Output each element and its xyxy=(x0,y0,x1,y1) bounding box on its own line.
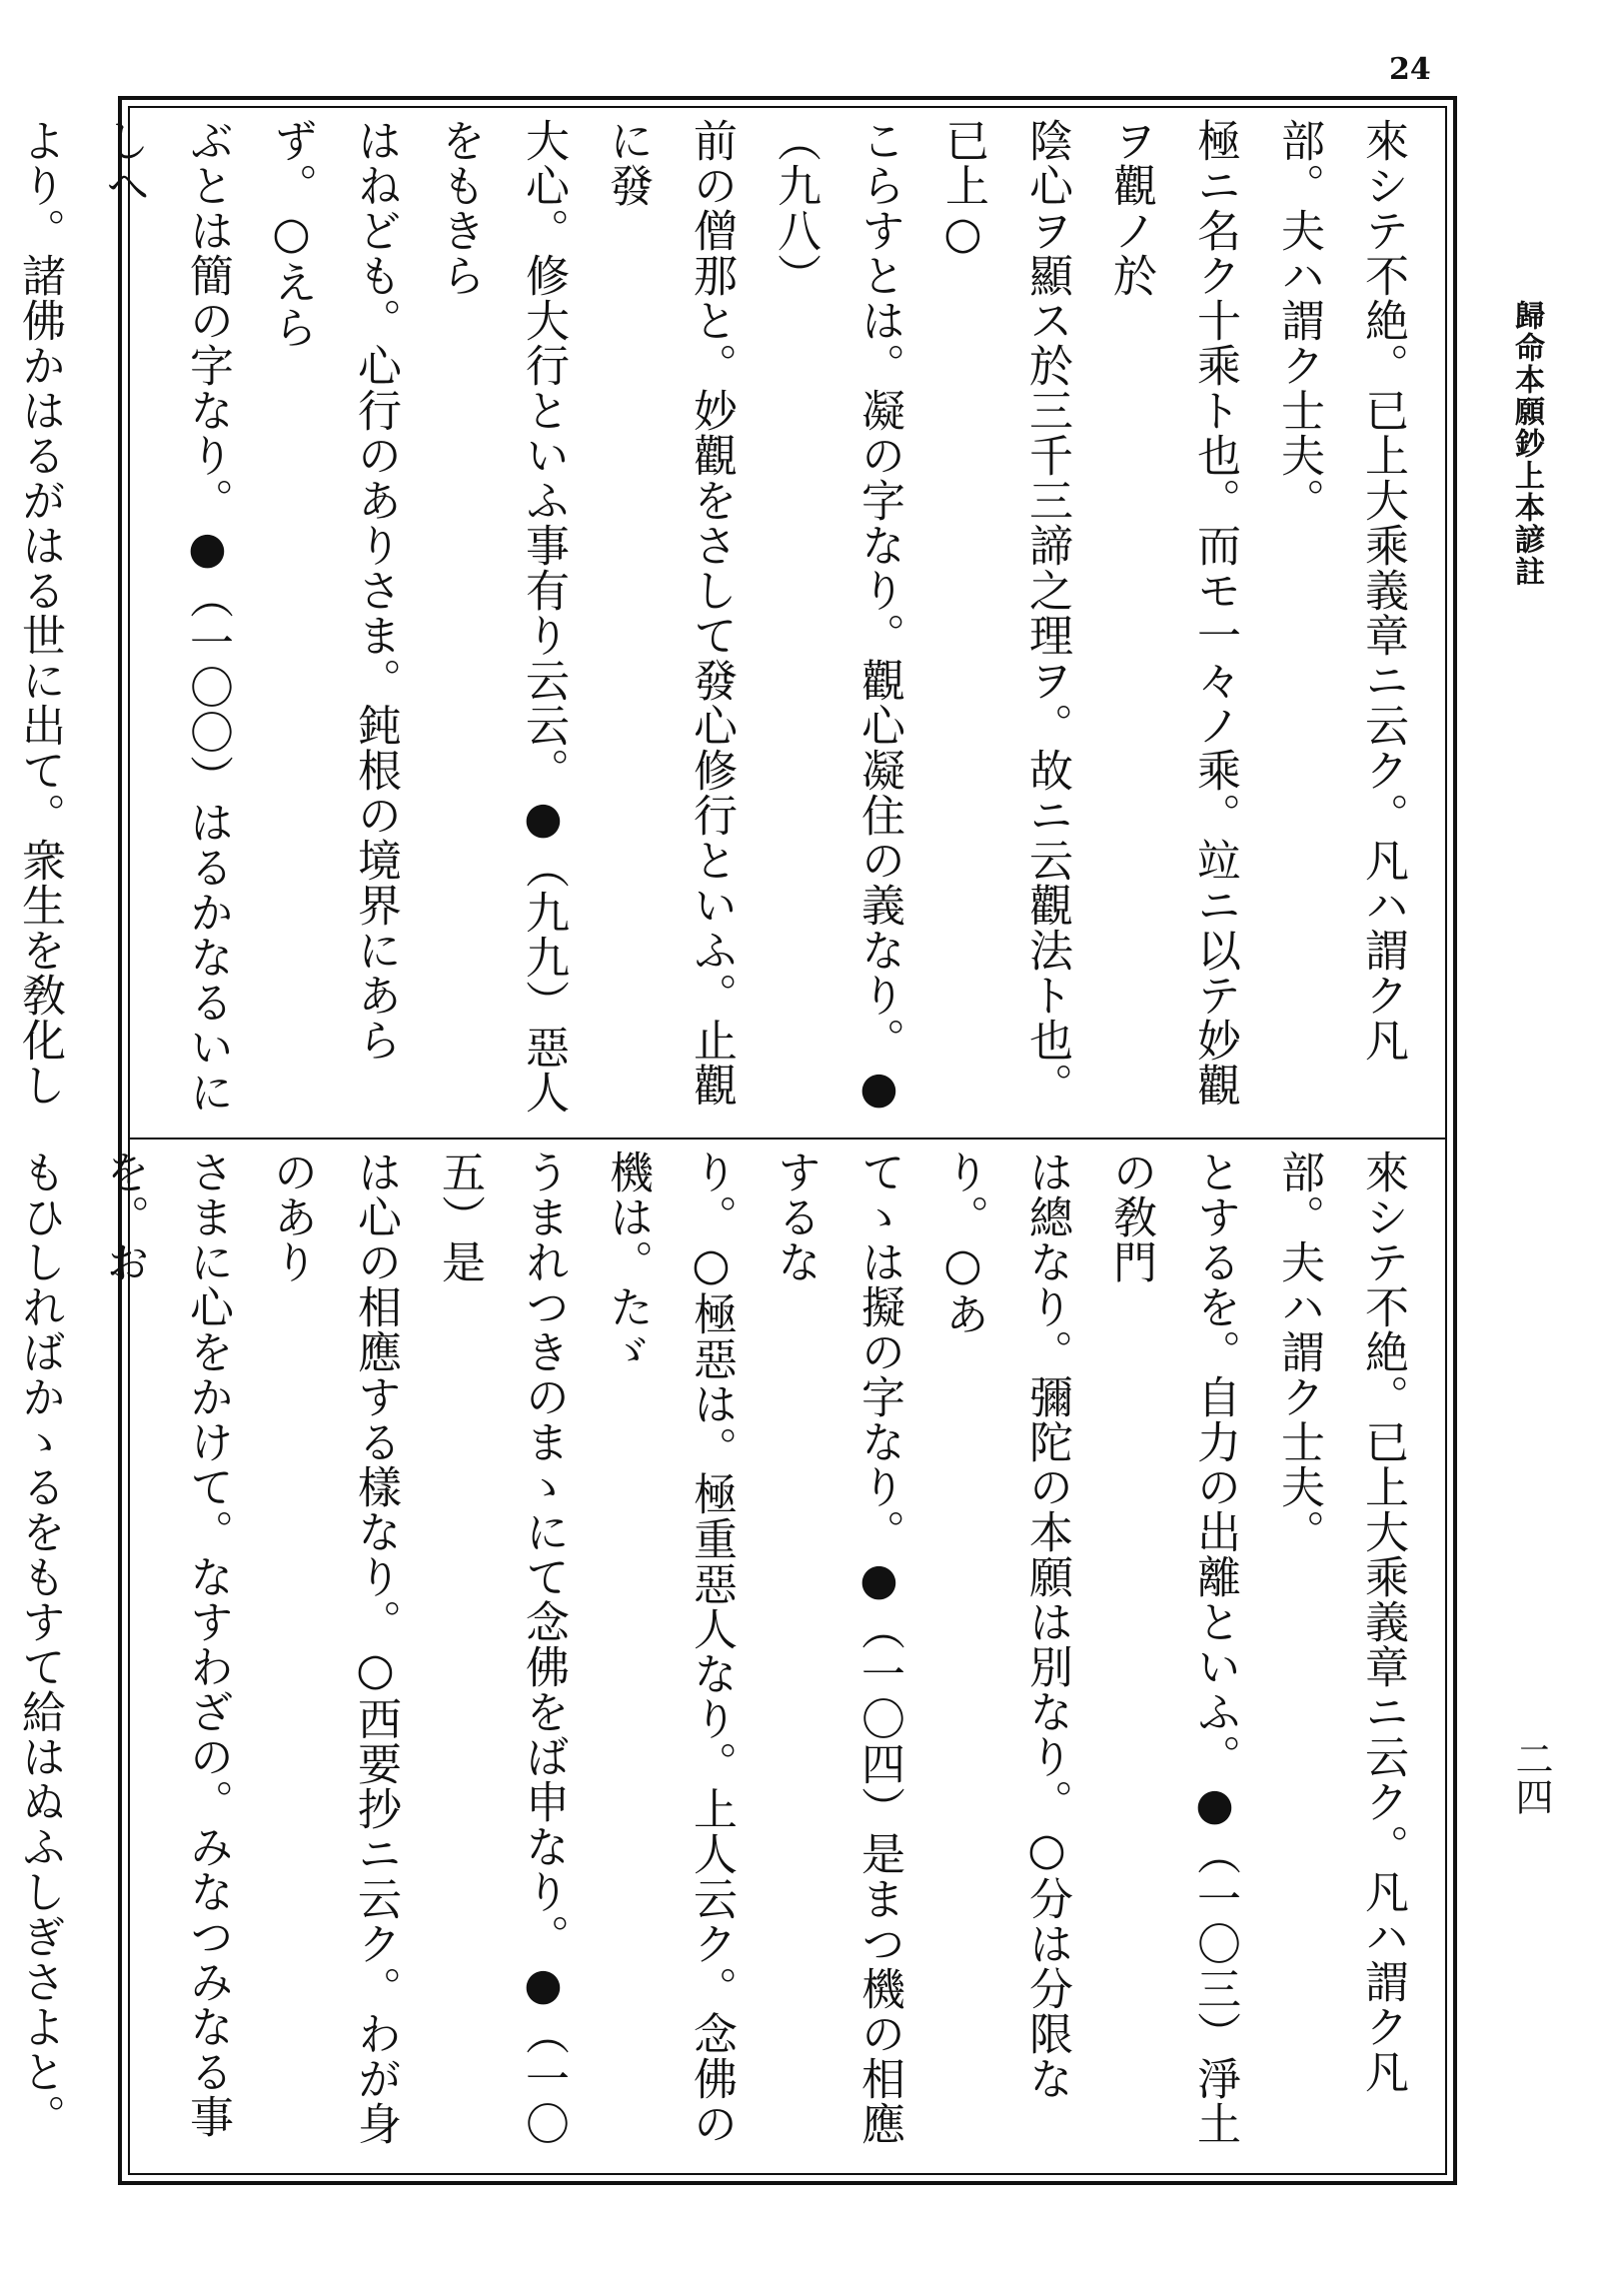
upper-text-column: 大心。修大行といふ事有り云云。●（九九）惡人をもきら xyxy=(434,118,569,1115)
upper-text-column: ぶとは簡の字なり。●（一〇〇）はるかなるいにしへ xyxy=(98,118,233,1115)
upper-text-column: 陰心ヲ顯ス於三千三諦之理ヲ。故ニ云觀法ト也。已上○ xyxy=(937,118,1072,1108)
section-divider xyxy=(128,1138,1447,1140)
lower-text-column: うまれつきのまゝにて念佛をば申なり。●（一〇五）是 xyxy=(434,1149,569,2146)
lower-text-column: 來シテ不絶。已上大乘義章ニ云ク。凡ハ謂ク凡部。夫ハ謂ク士夫。 xyxy=(1273,1149,1408,2094)
upper-text-column: 前の僧那と。妙觀をさして發心修行といふ。止觀に發 xyxy=(602,118,737,1108)
lower-text-block xyxy=(14,1149,1424,2159)
kanji-page-number: 二四 xyxy=(1509,1739,1553,1815)
lower-text-column: さまに心をかけて。なすわざの。みなつみなる事を。お xyxy=(98,1149,233,2139)
lower-text-column: は心の相應する樣なり。○西要抄ニ云ク。わが身のあり xyxy=(266,1149,401,2146)
running-header: 歸命本願鈔上本諺註 xyxy=(1509,300,1544,588)
upper-text-block xyxy=(14,118,1424,1128)
lower-text-column: は總なり。彌陀の本願は別なり。○分は分限なり。○あ xyxy=(937,1149,1072,2101)
upper-text-column: 來シテ不絶。已上大乘義章ニ云ク。凡ハ謂ク凡部。夫ハ謂ク士夫。 xyxy=(1273,118,1408,1063)
lower-text-column: とするを。自力の出離といふ。●（一〇三）淨土の敎門 xyxy=(1105,1149,1240,2146)
lower-text-column: もひしればかゝるをもすて給はぬふしぎさよと。 xyxy=(14,1149,65,2139)
upper-text-column: 極ニ名ク十乘ト也。而モ一々ノ乘。竝ニ以テ妙觀ヲ觀ノ於 xyxy=(1105,118,1240,1108)
upper-text-column: こらすとは。凝の字なり。觀心凝住の義なり。●（九八） xyxy=(770,118,904,1115)
page-number: 24 xyxy=(1389,52,1431,87)
lower-text-column: てゝは擬の字なり。●（一〇四）是まつ機の相應するな xyxy=(770,1149,904,2146)
lower-text-column: り。○極惡は。極重惡人なり。上人云ク。念佛の機は。たゞ xyxy=(602,1149,737,2146)
upper-text-column: はねども。心行のありさま。鈍根の境界にあらず。○えら xyxy=(266,118,401,1063)
upper-text-column: より。諸佛かはるがはる世に出て。衆生を敎化し xyxy=(14,118,65,1108)
